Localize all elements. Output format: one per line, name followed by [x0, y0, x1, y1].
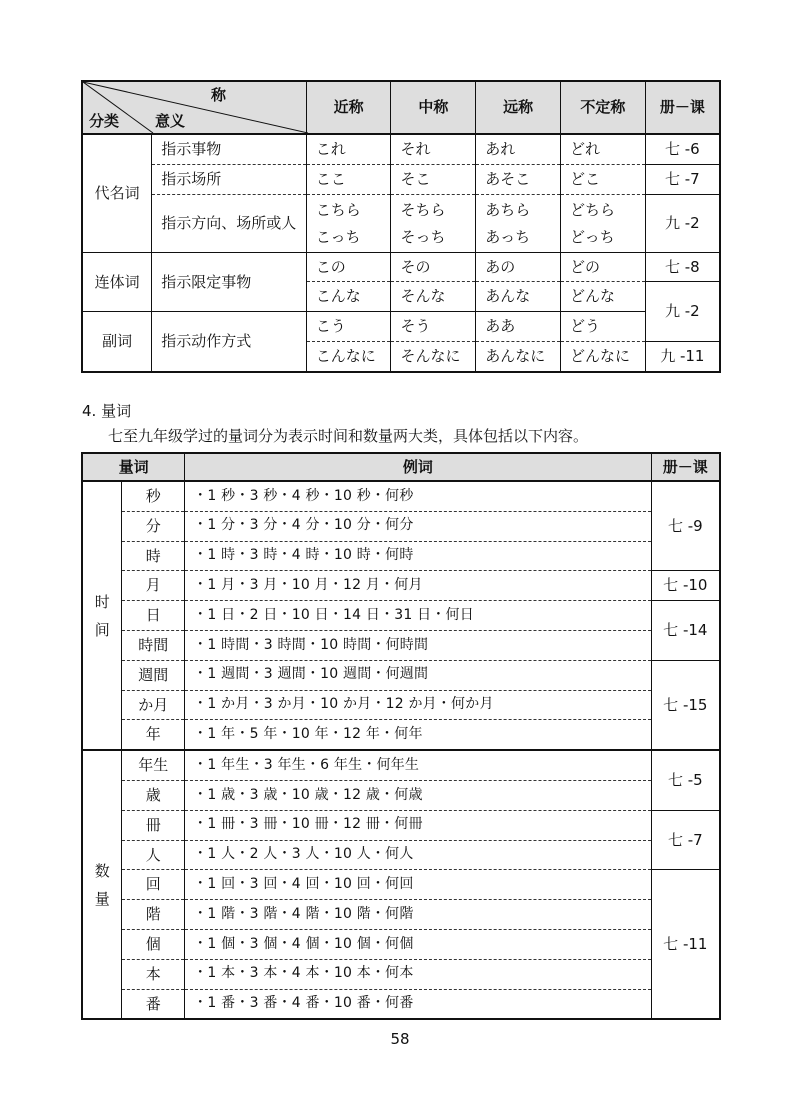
- counter-unit: 本: [122, 959, 185, 989]
- volume-cell: 七 -10: [651, 571, 720, 601]
- far-cell: [476, 195, 561, 253]
- near-cell: この: [306, 253, 391, 282]
- table-row: [82, 840, 720, 870]
- meaning-cell: 指示限定事物: [152, 253, 306, 312]
- table-header-row: [82, 453, 720, 481]
- group-char: 间: [94, 620, 110, 639]
- mid-cell: [391, 195, 476, 253]
- group-time: [82, 481, 122, 750]
- volume-cell: 七 -8: [645, 253, 720, 282]
- category-adverb: 副词: [102, 332, 133, 351]
- counter-examples: ・1 分・3 分・4 分・10 分・何分: [185, 511, 651, 541]
- counter-unit: 年: [122, 720, 185, 750]
- section-heading: 4. 量词: [82, 402, 132, 420]
- volume-cell: 九 -2: [645, 282, 720, 342]
- table-row: [82, 660, 720, 690]
- counter-examples: ・1 階・3 階・4 階・10 階・何階: [185, 900, 651, 930]
- indef-cell: どんな: [560, 282, 645, 312]
- counter-unit: 番: [122, 989, 185, 1019]
- counter-unit: 人: [122, 840, 185, 870]
- table-row: [82, 989, 720, 1019]
- mid-form-2: そっち: [400, 227, 446, 246]
- category-pronoun: 代名词: [82, 134, 152, 253]
- counter-examples: ・1 個・3 個・4 個・10 個・何個: [185, 929, 651, 959]
- table-row: [82, 870, 720, 900]
- table-row: [82, 541, 720, 571]
- counter-examples: ・1 番・3 番・4 番・10 番・何番: [185, 989, 651, 1019]
- header-volume-lesson: 册－课: [645, 81, 720, 134]
- meaning-cell: 指示动作方式: [152, 312, 306, 373]
- indef-cell: どの: [560, 253, 645, 282]
- table-row: [82, 630, 720, 660]
- volume-cell: 七 -9: [651, 481, 720, 571]
- mid-form-1: そちら: [400, 200, 446, 219]
- counter-examples: ・1 年生・3 年生・6 年生・何年生: [185, 750, 651, 780]
- table-row: [82, 253, 720, 282]
- counter-examples: ・1 か月・3 か月・10 か月・12 か月・何か月: [185, 690, 651, 720]
- counter-examples: ・1 歳・3 歳・10 歳・12 歳・何歳: [185, 780, 651, 810]
- table-header-row: [82, 81, 720, 134]
- volume-cell: 九 -2: [645, 195, 720, 253]
- mid-cell: そこ: [391, 165, 476, 195]
- header-label-meaning: 意义: [155, 112, 186, 130]
- intro-paragraph: 七至九年级学过的量词分为表示时间和数量两大类，具体包括以下内容。: [108, 427, 589, 445]
- counter-unit: 個: [122, 929, 185, 959]
- group-char: 数: [94, 861, 110, 880]
- table-row: [82, 134, 720, 165]
- counter-unit: 時: [122, 541, 185, 571]
- table-row: [82, 810, 720, 840]
- header-volume-lesson: 册－课: [651, 453, 720, 481]
- near-form-1: こちら: [315, 200, 361, 219]
- mid-cell: そんな: [391, 282, 476, 312]
- table-row: [82, 481, 720, 511]
- header-label-category: 分类: [89, 112, 120, 130]
- indef-cell: どれ: [560, 134, 645, 165]
- counter-unit: 月: [122, 571, 185, 601]
- far-cell: あれ: [476, 134, 561, 165]
- near-form-2: こっち: [315, 227, 361, 246]
- indef-cell: どう: [560, 312, 645, 342]
- counter-examples: ・1 回・3 回・4 回・10 回・何回: [185, 870, 651, 900]
- indef-cell: どこ: [560, 165, 645, 195]
- category-adnominal: 连体词: [82, 253, 152, 312]
- counter-unit: 分: [122, 511, 185, 541]
- table-row: [82, 929, 720, 959]
- near-cell: ここ: [306, 165, 391, 195]
- table-row: [82, 511, 720, 541]
- header-indefinite: 不定称: [560, 81, 645, 134]
- near-cell: こんなに: [306, 342, 391, 373]
- table-row: [82, 571, 720, 601]
- meaning-cell: 指示方向、场所或人: [152, 195, 306, 253]
- far-cell: あそこ: [476, 165, 561, 195]
- volume-cell: 七 -7: [651, 810, 720, 870]
- demonstratives-table: [81, 80, 721, 373]
- header-examples: 例词: [185, 453, 651, 481]
- group-char: 量: [94, 889, 110, 908]
- near-cell: こう: [306, 312, 391, 342]
- counter-examples: ・1 秒・3 秒・4 秒・10 秒・何秒: [185, 481, 651, 511]
- table-row: [82, 900, 720, 930]
- header-label-cheng: 称: [211, 86, 227, 104]
- counter-examples: ・1 本・3 本・4 本・10 本・何本: [185, 959, 651, 989]
- mid-cell: それ: [391, 134, 476, 165]
- meaning-cell: 指示事物: [152, 134, 306, 165]
- volume-cell: 七 -7: [645, 165, 720, 195]
- header-mid: 中称: [391, 81, 476, 134]
- mid-cell: その: [391, 253, 476, 282]
- mid-cell: そんなに: [391, 342, 476, 373]
- group-count: [82, 750, 122, 1019]
- counter-unit: 週間: [122, 660, 185, 690]
- counter-unit: 日: [122, 601, 185, 631]
- counter-examples: ・1 週間・3 週間・10 週間・何週間: [185, 660, 651, 690]
- counter-unit: か月: [122, 690, 185, 720]
- counter-unit: 階: [122, 900, 185, 930]
- far-cell: あの: [476, 253, 561, 282]
- volume-cell: 七 -6: [645, 134, 720, 165]
- indef-cell: [560, 195, 645, 253]
- group-char: 时: [94, 592, 110, 611]
- counter-unit: 秒: [122, 481, 185, 511]
- indef-cell: どんなに: [560, 342, 645, 373]
- table-row: [82, 690, 720, 720]
- table-row: [82, 195, 720, 253]
- counter-unit: 年生: [122, 750, 185, 780]
- near-cell: こんな: [306, 282, 391, 312]
- far-form-2: あっち: [485, 227, 531, 246]
- volume-cell: 七 -14: [651, 601, 720, 661]
- header-counter: 量词: [82, 453, 185, 481]
- near-cell: [306, 195, 391, 253]
- counter-examples: ・1 年・5 年・10 年・12 年・何年: [185, 720, 651, 750]
- volume-cell: 九 -11: [645, 342, 720, 373]
- far-cell: あんなに: [476, 342, 561, 373]
- counter-unit: 時間: [122, 630, 185, 660]
- far-cell: ああ: [476, 312, 561, 342]
- near-cell: これ: [306, 134, 391, 165]
- table-row: [82, 312, 720, 342]
- table-row: [82, 780, 720, 810]
- volume-cell: 七 -15: [651, 660, 720, 750]
- far-form-1: あちら: [485, 200, 531, 219]
- volume-cell: 七 -5: [651, 750, 720, 810]
- mid-cell: そう: [391, 312, 476, 342]
- header-far: 远称: [476, 81, 561, 134]
- far-cell: あんな: [476, 282, 561, 312]
- table-row: [82, 750, 720, 780]
- counters-table: [81, 452, 721, 1020]
- counter-examples: ・1 時間・3 時間・10 時間・何時間: [185, 630, 651, 660]
- indef-form-2: どっち: [569, 227, 615, 246]
- counter-examples: ・1 冊・3 冊・10 冊・12 冊・何冊: [185, 810, 651, 840]
- volume-cell: 七 -11: [651, 870, 720, 1019]
- counter-unit: 冊: [122, 810, 185, 840]
- counter-unit: 回: [122, 870, 185, 900]
- diagonal-header-cell: [82, 81, 306, 134]
- indef-form-1: どちら: [569, 200, 615, 219]
- counter-examples: ・1 時・3 時・4 時・10 時・何時: [185, 541, 651, 571]
- meaning-cell: 指示场所: [152, 165, 306, 195]
- page-number: 58: [390, 1030, 410, 1048]
- table-row: [82, 959, 720, 989]
- counter-examples: ・1 月・3 月・10 月・12 月・何月: [185, 571, 651, 601]
- table-row: [82, 601, 720, 631]
- table-row: [82, 165, 720, 195]
- table-row: [82, 720, 720, 750]
- counter-examples: ・1 人・2 人・3 人・10 人・何人: [185, 840, 651, 870]
- counter-unit: 歳: [122, 780, 185, 810]
- header-near: 近称: [306, 81, 391, 134]
- counter-examples: ・1 日・2 日・10 日・14 日・31 日・何日: [185, 601, 651, 631]
